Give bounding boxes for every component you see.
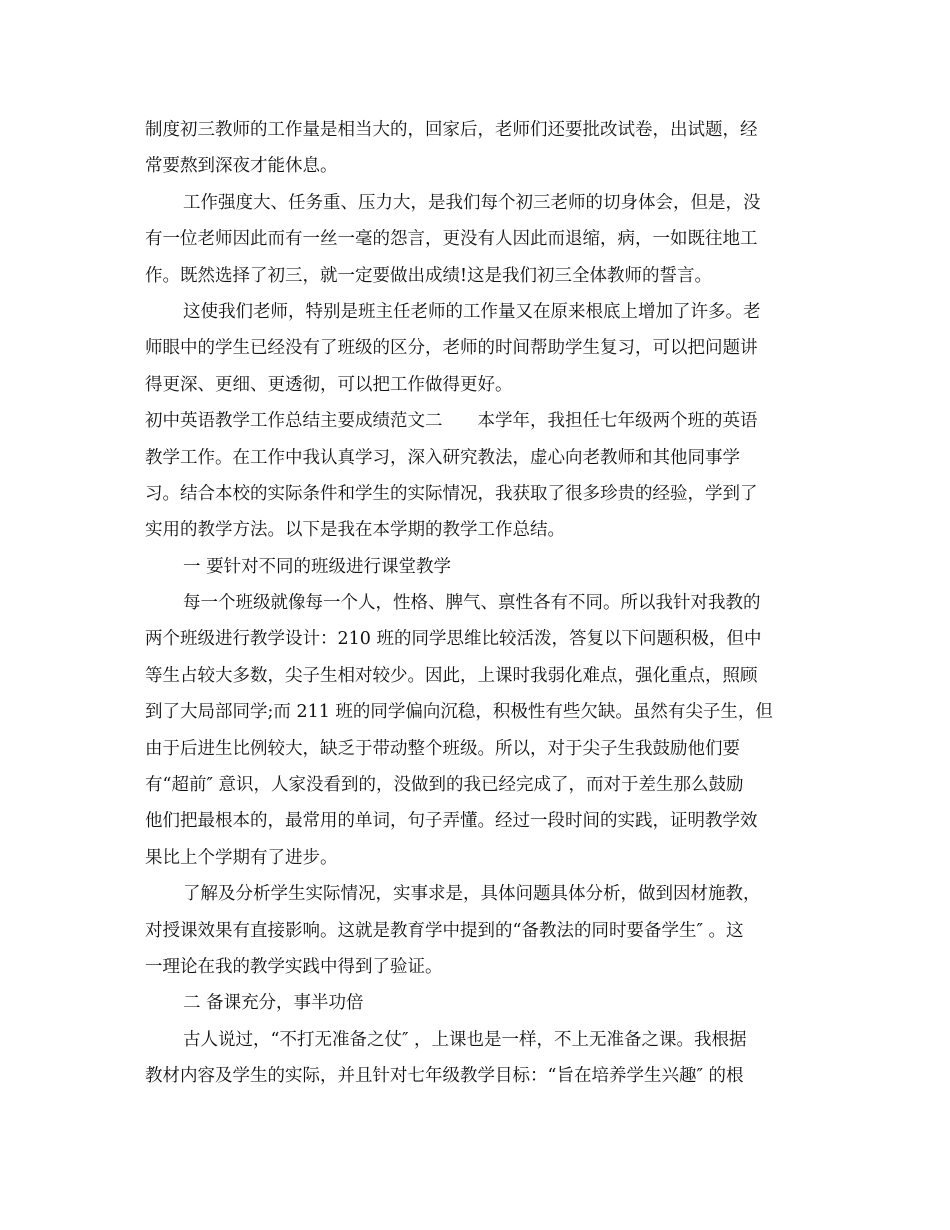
text-line: 了解及分析学生实际情况，实事求是，具体问题具体分析，做到因材施教， [183, 884, 761, 905]
text-line: 对授课效果有直接影响。这就是教育学中提到的“备教法的同时要备学生″ 。这 [145, 920, 744, 941]
text-line: 由于后进生比例较大，缺乏于带动整个班级。所以，对于尖子生我鼓励他们要 [145, 738, 740, 759]
text-line: 这使我们老师，特别是班主任老师的工作量又在原来根底上增加了许多。老 [183, 301, 761, 322]
text-line: 每一个班级就像每一个人，性格、脾气、禀性各有不同。所以我针对我教的 [183, 593, 761, 614]
text-line: 教材内容及学生的实际，并且针对七年级教学目标：“旨在培养学生兴趣″ 的根 [145, 1066, 744, 1087]
document-body [145, 112, 810, 1095]
text-line: 得更深、更细、更透彻，可以把工作做得更好。 [145, 374, 513, 395]
text-line: 习。结合本校的实际条件和学生的实际情况，我获取了很多珍贵的经验，学到了 [145, 483, 758, 504]
text-line: 工作强度大、任务重、压力大，是我们每个初三老师的切身体会，但是，没 [183, 192, 761, 213]
text-line: 到了大局部同学;而 211 班的同学偏向沉稳，积极性有些欠缺。虽然有尖子生，但 [145, 702, 773, 723]
text-line: 常要熬到深夜才能休息。 [145, 156, 338, 177]
text-line: 古人说过，“不打无准备之仗″ ，上课也是一样，不上无准备之课。我根据 [183, 1029, 747, 1050]
subheading-line: 二 备课充分，事半功倍 [183, 993, 364, 1014]
text-line: 有一位老师因此而有一丝一毫的怨言，更没有人因此而退缩，病，一如既往地工 [145, 229, 758, 250]
section-heading-line: 初中英语教学工作总结主要成绩范文二 本学年，我担任七年级两个班的英语 [145, 411, 758, 432]
subheading-line: 一 要针对不同的班级进行课堂教学 [183, 556, 452, 577]
text-line: 制度初三教师的工作量是相当大的，回家后，老师们还要批改试卷，出试题，经 [145, 120, 758, 140]
text-line: 等生占较大多数，尖子生相对较少。因此，上课时我弱化难点，强化重点，照顾 [145, 665, 758, 686]
text-line: 作。既然选择了初三，就一定要做出成绩!这是我们初三全体教师的誓言。 [145, 265, 713, 286]
text-line: 一理论在我的教学实践中得到了验证。 [145, 956, 443, 977]
text-line: 教学工作。在工作中我认真学习，深入研究教法，虚心向老教师和其他同事学 [145, 447, 740, 468]
text-line: 有“超前″ 意识，人家没看到的，没做到的我已经完成了，而对于差生那么鼓励 [145, 775, 744, 796]
text-line: 果比上个学期有了进步。 [145, 847, 338, 868]
text-line: 师眼中的学生已经没有了班级的区分，老师的时间帮助学生复习，可以把问题讲 [145, 338, 758, 359]
text-line: 他们把最根本的，最常用的单词，句子弄懂。经过一段时间的实践，证明教学效 [145, 811, 758, 832]
text-line: 两个班级进行教学设计：210 班的同学思维比较活泼，答复以下问题积极，但中 [145, 629, 762, 650]
text-line: 实用的教学方法。以下是我在本学期的教学工作总结。 [145, 520, 565, 541]
